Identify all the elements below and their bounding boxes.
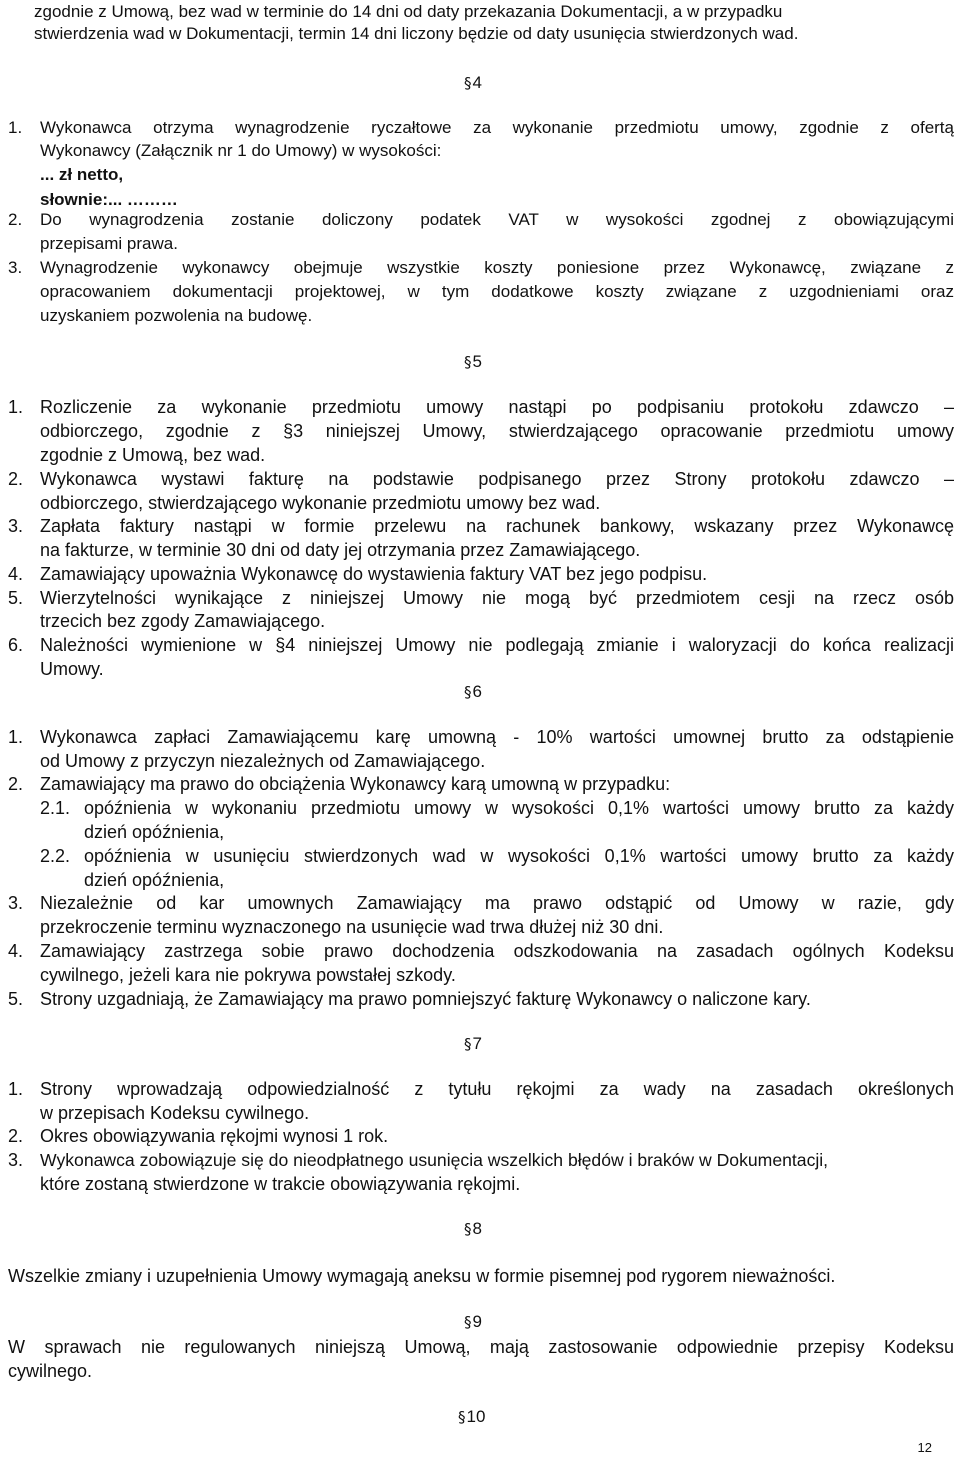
paragraph-line: które zostaną stwierdzone w trakcie obowiązywania rękojmi. bbox=[40, 1174, 521, 1194]
paragraph-line: cywilnego. bbox=[8, 1361, 93, 1381]
paragraph-line: Wykonawca wystawi fakturę na podstawie podpisanego przez Strony protokołu zdawczo – bbox=[40, 469, 954, 489]
paragraph-line: Strony wprowadzają odpowiedzialność z tytułu rękojmi za wady na zasadach określonych bbox=[40, 1079, 954, 1099]
section-heading-4: §4 bbox=[464, 73, 482, 92]
section-heading-8: §8 bbox=[464, 1219, 482, 1238]
paragraph-line: W sprawach nie regulowanych niniejszą Umową, mają zastosowanie odpowiednie przepisy Kodeksu bbox=[8, 1337, 954, 1357]
item-number: 2. bbox=[8, 210, 23, 229]
paragraph-line: Okres obowiązywania rękojmi wynosi 1 rok. bbox=[40, 1126, 389, 1146]
item-number: 1. bbox=[8, 1079, 24, 1099]
paragraph-line: Wszelkie zmiany i uzupełnienia Umowy wymagają aneksu w formie pisemnej pod rygorem nieważności. bbox=[8, 1266, 836, 1286]
item-number: 2. bbox=[8, 1126, 24, 1146]
section-heading-5: §5 bbox=[464, 352, 482, 371]
paragraph-line: Rozliczenie za wykonanie przedmiotu umowy nastąpi po podpisaniu protokołu zdawczo – bbox=[40, 397, 954, 417]
item-number: 4. bbox=[8, 941, 24, 961]
paragraph-line: Wykonawcy (Załącznik nr 1 do Umowy) w wysokości: bbox=[40, 141, 442, 160]
section-sign: § bbox=[464, 353, 472, 371]
paragraph-line: Wykonawca otrzyma wynagrodzenie ryczałtowe za wykonanie przedmiotu umowy, zgodnie z ofertą bbox=[40, 118, 954, 137]
paragraph-line: zgodnie z Umową, bez wad. bbox=[40, 445, 266, 465]
item-number: 4. bbox=[8, 564, 24, 584]
paragraph-line: Wierzytelności wynikające z niniejszej Umowy nie mogą być przedmiotem cesji na rzecz osób bbox=[40, 588, 954, 608]
paragraph-line: Niezależnie od kar umownych Zamawiający ma prawo odstąpić od Umowy w razie, gdy bbox=[40, 893, 954, 913]
paragraph-line: Zamawiający ma prawo do obciążenia Wykonawcy karą umowną w przypadku: bbox=[40, 774, 671, 794]
item-number: 1. bbox=[8, 118, 23, 137]
item-number: 2.2. bbox=[40, 846, 71, 866]
paragraph-line: cywilnego, jeżeli kara nie pokrywa powstałej szkody. bbox=[40, 965, 456, 985]
item-number: 3. bbox=[8, 258, 23, 277]
item-number: 3. bbox=[8, 1150, 24, 1170]
section-sign: § bbox=[464, 1313, 472, 1331]
section-sign: § bbox=[464, 1220, 472, 1238]
item-number: 5. bbox=[8, 588, 24, 608]
paragraph-line: Zapłata faktury nastąpi w formie przelewu na rachunek bankowy, wskazany przez Wykonawcę bbox=[40, 516, 954, 536]
paragraph-line: dzień opóźnienia, bbox=[84, 870, 225, 890]
item-number: 1. bbox=[8, 397, 24, 417]
paragraph-line: Wykonawca zobowiązuje się do nieodpłatnego usunięcia wszelkich błędów i braków w Dokumentacji, bbox=[40, 1150, 829, 1170]
paragraph-line: na fakturze, w terminie 30 dni od daty jej otrzymania przez Zamawiającego. bbox=[40, 540, 641, 560]
item-number: 1. bbox=[8, 727, 24, 747]
paragraph-line: Strony uzgadniają, że Zamawiający ma prawo pomniejszyć fakturę Wykonawcy o naliczone kary. bbox=[40, 989, 811, 1009]
item-number: 5. bbox=[8, 989, 24, 1009]
item-number: 3. bbox=[8, 516, 24, 536]
paragraph-line: przekroczenie terminu wyznaczonego na usunięcie wad trwa dłużej niż 30 dni. bbox=[40, 917, 664, 937]
paragraph-line: Zamawiający upoważnia Wykonawcę do wystawienia faktury VAT bez jego podpisu. bbox=[40, 564, 708, 584]
paragraph-line: odbiorczego, zgodnie z §3 niniejszej Umowy, stwierdzającego opracowanie przedmiotu umowy bbox=[40, 421, 954, 441]
paragraph-line: Zamawiający zastrzega sobie prawo dochodzenia odszkodowania na zasadach ogólnych Kodeksu bbox=[40, 941, 954, 961]
paragraph-line: opóźnienia w usunięciu stwierdzonych wad w wysokości 0,1% wartości umowy brutto za każdy bbox=[84, 846, 954, 866]
paragraph-line: trzecich bez zgody Zamawiającego. bbox=[40, 611, 326, 631]
paragraph-line: w przepisach Kodeksu cywilnego. bbox=[40, 1103, 310, 1123]
section-heading-9: §9 bbox=[464, 1312, 482, 1331]
paragraph-line: odbiorczego, stwierdzającego wykonanie przedmiotu umowy bez wad. bbox=[40, 493, 601, 513]
amount-in-words: słownie:... ……… bbox=[40, 190, 178, 209]
item-number: 2. bbox=[8, 469, 24, 489]
paragraph-line: opóźnienia w wykonaniu przedmiotu umowy w wysokości 0,1% wartości umowy brutto za każdy bbox=[84, 798, 954, 818]
item-number: 6. bbox=[8, 635, 24, 655]
section-sign: § bbox=[458, 1408, 466, 1426]
item-number: 2.1. bbox=[40, 798, 71, 818]
paragraph-line: przepisami prawa. bbox=[40, 234, 178, 253]
section-sign: § bbox=[464, 74, 472, 92]
page-number: 12 bbox=[917, 1440, 932, 1455]
amount-net: ... zł netto, bbox=[40, 165, 124, 184]
item-number: 3. bbox=[8, 893, 24, 913]
paragraph-line: Do wynagrodzenia zostanie doliczony podatek VAT w wysokości zgodnej z obowiązującymi bbox=[40, 210, 954, 229]
paragraph-line: Wykonawca zapłaci Zamawiającemu karę umowną - 10% wartości umownej brutto za odstąpienie bbox=[40, 727, 954, 747]
section-heading-10: §10 bbox=[458, 1407, 486, 1426]
paragraph-line: uzyskaniem pozwolenia na budowę. bbox=[40, 306, 313, 325]
section-heading-7: §7 bbox=[464, 1034, 482, 1053]
paragraph-line: dzień opóźnienia, bbox=[84, 822, 225, 842]
section-heading-6: §6 bbox=[464, 682, 482, 701]
item-number: 2. bbox=[8, 774, 24, 794]
paragraph-line: od Umowy z przyczyn niezależnych od Zamawiającego. bbox=[40, 751, 486, 771]
paragraph-line: zgodnie z Umową, bez wad w terminie do 14 dni od daty przekazania Dokumentacji, a w przypadku bbox=[34, 2, 783, 21]
paragraph-line: Wynagrodzenie wykonawcy obejmuje wszystkie koszty poniesione przez Wykonawcę, związane z bbox=[40, 258, 954, 277]
paragraph-line: stwierdzenia wad w Dokumentacji, termin 14 dni liczony będzie od daty usunięcia stwierdzonych wad. bbox=[34, 24, 799, 43]
paragraph-line: opracowaniem dokumentacji projektowej, w tym dodatkowe koszty związane z uzgodnieniami oraz bbox=[40, 282, 954, 301]
section-sign: § bbox=[464, 683, 472, 701]
paragraph-line: Należności wymienione w §4 niniejszej Umowy nie podlegają zmianie i waloryzacji do końca realizacji bbox=[40, 635, 954, 655]
section-sign: § bbox=[464, 1035, 472, 1053]
paragraph-line: Umowy. bbox=[40, 659, 104, 679]
